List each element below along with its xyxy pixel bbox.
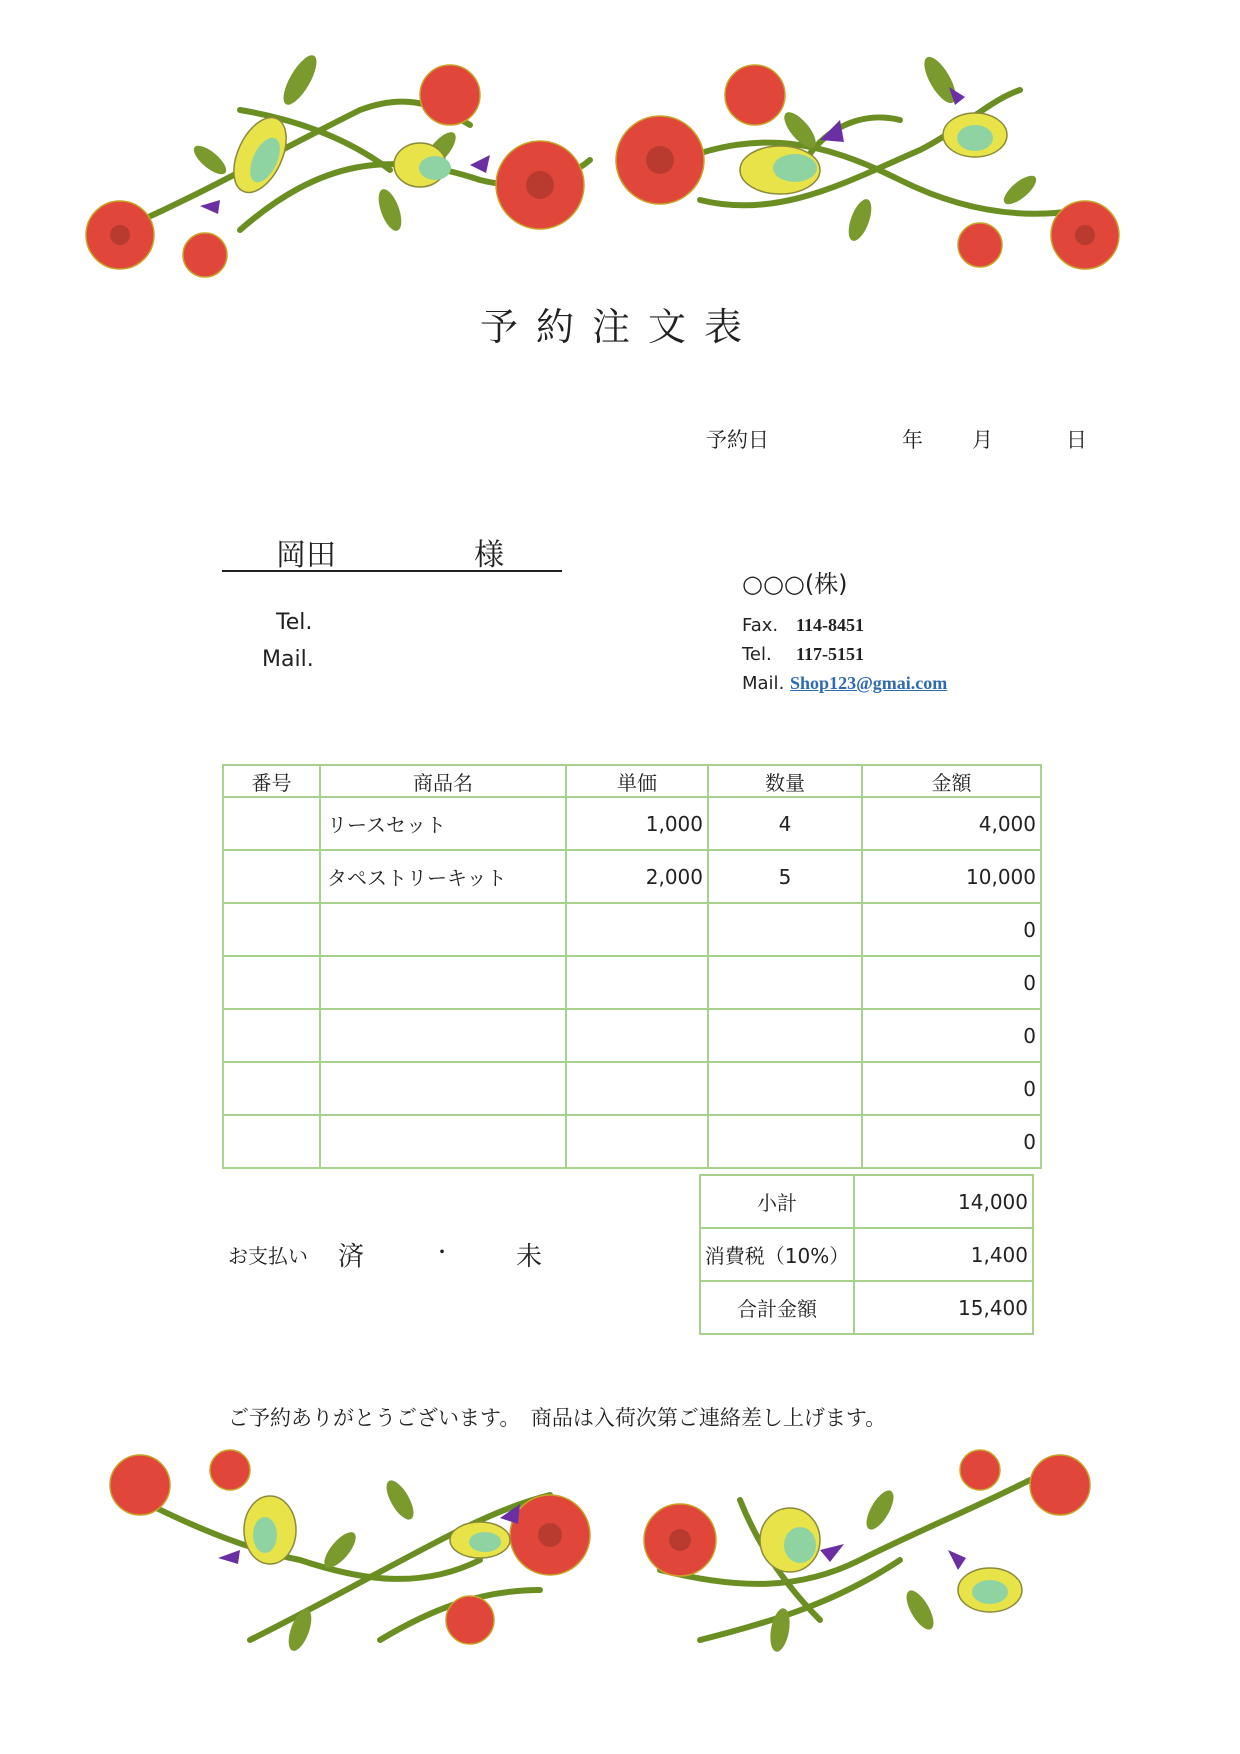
row-product-name[interactable] [320,1009,566,1062]
row-quantity[interactable] [708,956,862,1009]
company-fax-label: Fax. [742,615,779,636]
row-product-name[interactable] [320,903,566,956]
subtotal-value: 14,000 [854,1175,1033,1228]
row-unit-price[interactable] [566,1009,708,1062]
company-mail [742,669,947,698]
row-amount: 0 [862,903,1041,956]
total-value: 15,400 [854,1281,1033,1334]
total-row [700,1281,1033,1334]
reservation-date-label: 予約日 [706,428,769,452]
header-amount: 金額 [862,765,1041,797]
row-amount: 0 [862,1115,1041,1168]
row-unit-price[interactable]: 2,000 [566,850,708,903]
row-amount: 0 [862,956,1041,1009]
row-number[interactable] [223,1009,320,1062]
row-quantity[interactable] [708,903,862,956]
row-number[interactable] [223,956,320,1009]
header-unit-price: 単価 [566,765,708,797]
payment-label: お支払い [228,1244,308,1268]
payment-unpaid-option[interactable]: 未 [516,1242,543,1272]
table-row [223,1062,1041,1115]
table-row [223,903,1041,956]
row-product-name[interactable] [320,1062,566,1115]
customer-mail-label: Mail. [262,647,314,672]
row-product-name[interactable] [320,956,566,1009]
order-items-table [222,764,1042,1169]
top-floral-decoration [60,40,1180,290]
row-number[interactable] [223,797,320,850]
row-amount: 10,000 [862,850,1041,903]
row-amount: 0 [862,1062,1041,1115]
subtotal-label: 小計 [700,1175,854,1228]
customer-tel-label: Tel. [276,610,313,635]
row-quantity[interactable]: 4 [708,797,862,850]
table-header-row [223,765,1041,797]
payment-separator: ・ [432,1240,452,1264]
company-info [742,564,947,698]
row-amount: 0 [862,1009,1041,1062]
row-number[interactable] [223,1062,320,1115]
bottom-floral-decoration [100,1440,1140,1680]
company-fax [742,611,947,640]
company-fax-value: 114-8451 [796,615,865,635]
company-tel-value: 117-5151 [796,644,865,664]
tax-label: 消費税（10%） [700,1228,854,1281]
row-unit-price[interactable]: 1,000 [566,797,708,850]
company-mail-label: Mail. [742,673,785,694]
row-product-name[interactable]: リースセット [320,797,566,850]
row-number[interactable] [223,850,320,903]
month-label: 月 [972,428,993,452]
customer-name: 岡田 [276,538,336,573]
totals-table [699,1174,1034,1335]
company-tel-label: Tel. [742,644,772,665]
row-number[interactable] [223,903,320,956]
row-quantity[interactable]: 5 [708,850,862,903]
table-row [223,850,1041,903]
row-unit-price[interactable] [566,1062,708,1115]
row-product-name[interactable] [320,1115,566,1168]
header-quantity: 数量 [708,765,862,797]
row-unit-price[interactable] [566,956,708,1009]
row-quantity[interactable] [708,1115,862,1168]
row-quantity[interactable] [708,1062,862,1115]
customer-name-line [222,530,562,572]
tax-row [700,1228,1033,1281]
tax-value: 1,400 [854,1228,1033,1281]
table-row [223,797,1041,850]
company-tel [742,640,947,669]
day-label: 日 [1066,428,1087,452]
row-number[interactable] [223,1115,320,1168]
total-label: 合計金額 [700,1281,854,1334]
header-product-name: 商品名 [320,765,566,797]
row-quantity[interactable] [708,1009,862,1062]
page-title: 予約注文表 [479,305,760,349]
payment-paid-option[interactable]: 済 [338,1242,365,1272]
row-unit-price[interactable] [566,1115,708,1168]
subtotal-row [700,1175,1033,1228]
honorific: 様 [474,538,504,573]
table-row [223,1115,1041,1168]
footer-message: ご予約ありがとうございます。 商品は入荷次第ご連絡差し上げます。 [228,1406,887,1430]
row-product-name[interactable]: タペストリーキット [320,850,566,903]
company-name: ○○○(株) [742,570,848,598]
table-row [223,956,1041,1009]
year-label: 年 [902,428,923,452]
header-number: 番号 [223,765,320,797]
row-unit-price[interactable] [566,903,708,956]
row-amount: 4,000 [862,797,1041,850]
table-row [223,1009,1041,1062]
company-mail-link[interactable]: Shop123@gmai.com [790,673,948,693]
